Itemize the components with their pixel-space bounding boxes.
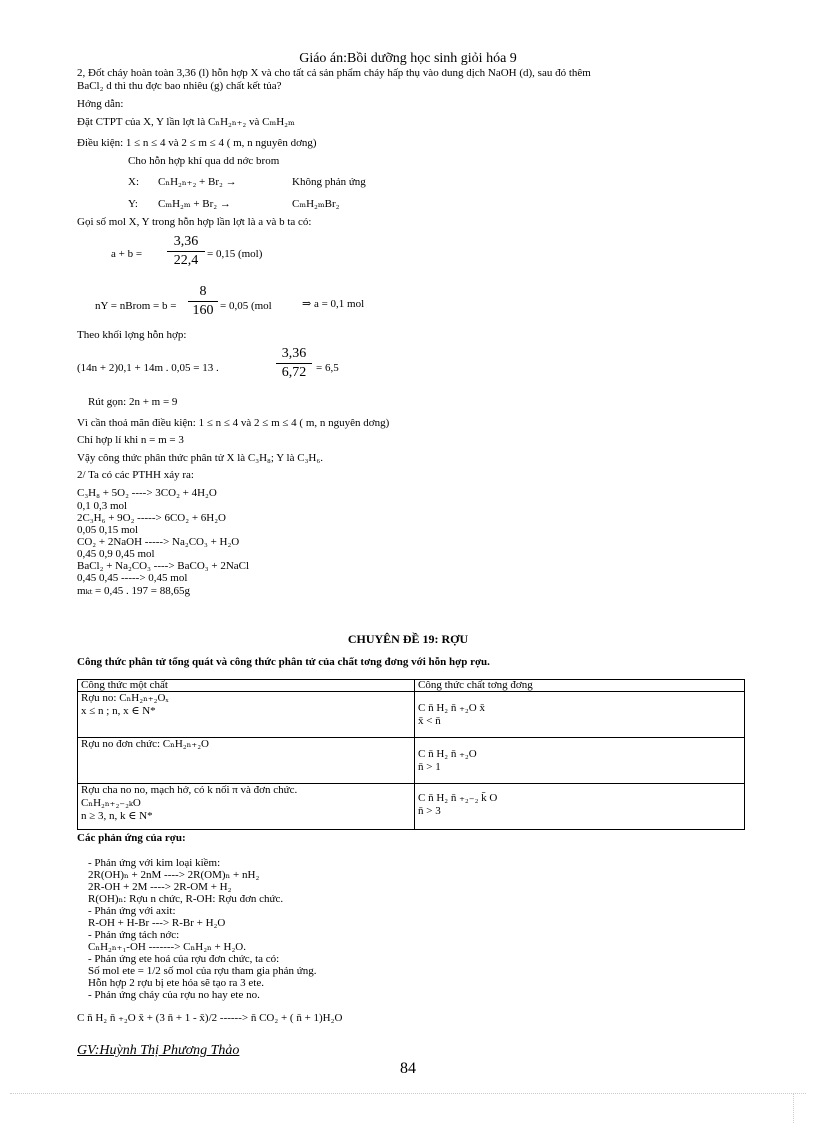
reaction-line: - Phản ứng tách nớc: [88,929,180,941]
formula-table [77,679,745,830]
cell-line: Rợu cha no no, mạch hở, có k nối π và đơn chức. [81,784,298,796]
reaction-line: mₖₜ = 0,45 . 197 = 88,65g [77,585,190,597]
reaction-label: X: [128,176,139,188]
chapter-subtitle: Công thức phân tử tổng quát và công thức phân tử của chất tơng đơng với hỗn hợp rợu. [77,656,490,668]
equation-left: nY = nBrom = b = [95,300,177,312]
table-header: Công thức chất tơng đơng [415,680,745,692]
text-line: Theo khối lợng hỗn hợp: [77,329,187,341]
text-line: Rút gọn: 2n + m = 9 [88,396,178,408]
fraction-numerator: 8 [199,284,207,299]
reaction-label: Y: [128,198,138,210]
text-line: Vì cần thoả mãn điều kiện: 1 ≤ n ≤ 4 và 2 ≤ m ≤ 4 ( m, n nguyên dơng) [77,417,390,429]
cell-line: n̄ > 3 [418,805,441,817]
table-cell [415,784,745,830]
table-cell [415,738,745,784]
reaction-line: - Phản ứng ete hoá của rợu đơn chức, ta có: [88,953,280,965]
table-cell [78,738,415,784]
fraction [276,346,312,381]
table-cell [78,784,415,830]
fraction [167,234,205,269]
fraction-denominator: 6,72 [281,365,307,380]
reaction-line: - Phản ứng cháy của rợu no hay ete no. [88,989,260,1001]
cell-line: n ≥ 3, n, k ∈ N* [81,810,153,822]
guide-heading: Hớng dẫn: [77,98,124,110]
cell-line: Rợu no đơn chức: CₙH₂ₙ₊₂O [81,738,209,750]
text-line: Gọi số mol X, Y trong hỗn hợp lần lợt là a và b ta có: [77,216,312,228]
fraction [188,284,218,319]
fraction-denominator: 22,4 [173,253,199,268]
reaction-result: Không phản ứng [292,176,366,188]
reaction-result: CₘH₂ₘBr₂ [292,198,340,210]
equation-left: (14n + 2)0,1 + 14m . 0,05 = 13 . [77,362,219,374]
page-header: Giáo án:Bồi dưỡng học sinh giỏi hóa 9 [299,51,517,66]
reaction-line: 2R(OH)ₙ + 2nM ----> 2R(OM)ₙ + nH₂ [88,869,260,881]
reaction-line: R-OH + H-Br ---> R-Br + H₂O [88,917,226,929]
reaction-line: 0,05 0,15 mol [77,524,139,536]
reaction-line: C n̄ H₂ n̄ ₊₂O x̄ + (3 n̄ + 1 - x̄)/2 ------> n̄ CO₂ + ( n̄ + 1)H₂O [77,1012,343,1024]
cell-line: C n̄ H₂ n̄ ₊₂O x̄ [418,702,485,714]
cell-line: CₙH₂ₙ₊₂₋₂ₖO [81,797,141,809]
page-number: 84 [400,1060,416,1077]
author-name: GV:Huỳnh Thị Phương Thảo [77,1043,240,1058]
equation-right: = 0,05 (mol [220,300,272,312]
fraction-numerator: 3,36 [173,234,199,249]
equation-left: a + b = [111,248,143,260]
reaction-line: R(OH)ₙ: Rợu n chức, R-OH: Rợu đơn chức. [88,893,284,905]
fraction-numerator: 3,36 [281,346,307,361]
cell-line: C n̄ H₂ n̄ ₊₂O [418,748,477,760]
page-divider [10,1093,806,1094]
table-cell [78,692,415,738]
reaction-line: C₃H₈ + 5O₂ ----> 3CO₂ + 4H₂O [77,487,217,499]
reaction-line: 2R-OH + 2M ----> 2R-OM + H₂ [88,881,232,893]
fraction-denominator: 160 [192,303,214,318]
problem-line-1: 2, Đốt cháy hoàn toàn 3,36 (l) hỗn hợp X và cho tất cả sản phẩm cháy hấp thụ vào dung dịch NaOH (d), sau đó thêm [77,67,591,79]
reaction-eq: CₙH₂ₙ₊₂ + Br₂ → [158,176,237,188]
cell-line: C n̄ H₂ n̄ ₊₂₋₂ k̄ O [418,792,498,804]
text-line: Đặt CTPT của X, Y lần lợt là CₙH₂ₙ₊₂ và CₘH₂ₘ [77,116,295,128]
reaction-line: CO₂ + 2NaOH -----> Na₂CO₃ + H₂O [77,536,240,548]
text-line: Chỉ hợp lí khi n = m = 3 [77,434,184,446]
chapter-title: CHUYÊN ĐỀ 19: RỢU [347,632,469,646]
reaction-eq: CₘH₂ₘ + Br₂ → [158,198,231,210]
reaction-line: 2C₃H₆ + 9O₂ -----> 6CO₂ + 6H₂O [77,512,226,524]
table-header: Công thức một chất [78,680,415,692]
cell-line: x̄ < n̄ [418,715,441,727]
cell-line: Rợu no: CₙH₂ₙ₊₂Oₓ [81,692,169,704]
reaction-line: 0,45 0,45 -----> 0,45 mol [77,572,188,584]
table-cell [415,692,745,738]
cell-line: n̄ > 1 [418,761,441,773]
equation-right: = 0,15 (mol) [207,248,263,260]
reaction-line: Hỗn hợp 2 rợu bị ete hóa sẽ tạo ra 3 ete. [88,977,264,989]
text-line: Điều kiện: 1 ≤ n ≤ 4 và 2 ≤ m ≤ 4 ( m, n nguyên dơng) [77,137,317,149]
page-divider [793,1093,794,1123]
text-line: Vậy công thức phân thức phân tử X là C₃H₈; Y là C₃H₆. [77,452,323,464]
reaction-line: 0,45 0,9 0,45 mol [77,548,155,560]
text-line: 2/ Ta có các PTHH xảy ra: [77,469,194,481]
reaction-line: Số mol ete = 1/2 số mol của rợu tham gia phản ứng. [88,965,317,977]
text-line: Cho hỗn hợp khí qua dd nớc brom [128,155,280,167]
problem-line-2: BaCl₂ d thì thu đợc bao nhiêu (g) chất kết tủa? [77,80,282,92]
reaction-line: BaCl₂ + Na₂CO₃ ----> BaCO₃ + 2NaCl [77,560,250,572]
equation-right: = 6,5 [316,362,339,374]
reaction-line: - Phản ứng với axit: [88,905,176,917]
equation-result: ⇒ a = 0,1 mol [302,298,365,310]
reaction-line: - Phản ứng với kim loại kiềm: [88,857,221,869]
reaction-line: 0,1 0,3 mol [77,500,128,512]
cell-line: x ≤ n ; n, x ∈ N* [81,705,156,717]
reaction-line: CₙH₂ₙ₊₁-OH -------> CₙH₂ₙ + H₂O. [88,941,246,953]
reactions-title: Các phản ứng của rợu: [77,832,186,844]
